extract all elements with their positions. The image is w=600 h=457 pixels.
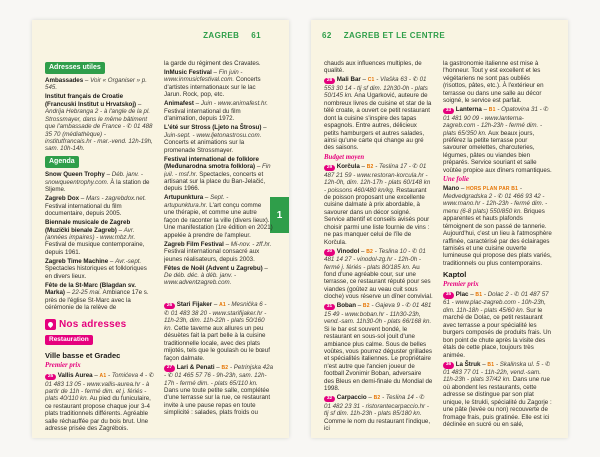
event-name: Fête de la St-Marc (Blagdan sv. Marka) (45, 281, 137, 297)
map-number-badge: 31 (324, 304, 335, 311)
map-ref: B1 (475, 291, 483, 298)
separator: – (470, 290, 474, 298)
event-name: Artupunktura (164, 194, 204, 202)
nos-adresses-header (45, 319, 154, 331)
location-pin-icon (45, 319, 56, 330)
running-head-right (322, 31, 445, 40)
event-description: Concerts et animations sur la promenade Strossmayer. (164, 139, 245, 154)
map-number-badge: 33 (443, 108, 454, 115)
separator: – (225, 240, 230, 248)
restaurant-name: Boban (336, 302, 356, 310)
map-ref: HORS PLAN PAR B1 (466, 186, 519, 193)
restaurant-details: - Medvedgradska 2 - ✆ 01 466 93 42 - www.mano.hr - 12h-23h - fermé dim. - menu (6-8 plats) 550/850 kn. (443, 185, 548, 215)
address-name: Institut français de Croatie (Francuski Institut u Hrvatskoj) (45, 93, 137, 108)
restaurant-name: Carpaccio (336, 394, 367, 402)
restaurant-name: Vinodol (336, 247, 360, 255)
map-number-badge: 29 (324, 165, 335, 172)
restaurant-details: - Mesnička 6 - ✆ 01 483 38 20 - www.starifijaker.hr - 11h-23h, dim. 11h-22h - plats 50/160 kn. (164, 301, 267, 332)
column-1 (324, 60, 433, 452)
map-number-badge: 27 (164, 365, 175, 372)
restaurant-name: Mali Bar (336, 76, 361, 84)
restaurant-details: - Opatovina 31 - ✆ 01 481 90 09 - www.lanterna-zagreb.com - 12h-23h - fermé dim. - plats 65/350 kn. (443, 106, 549, 137)
separator: – (482, 360, 486, 368)
column-1 (45, 60, 154, 452)
address-item (45, 93, 154, 153)
page-left (32, 20, 289, 438)
continuation-paragraph: chauds aux influences multiples, de qualité. (324, 60, 422, 75)
map-ref: B2 (373, 395, 381, 402)
address-details: Andrija Hebranga 2 - à l'angle de la pl. Strossmayer, dans le même bâtiment que l'ambassade de France - ✆ 01 488 35 70 (médiathèque) - institutfrancais.hr - mar.-vend. 12h-19h, sam. 10h-14h. (45, 108, 153, 153)
event-description: L'art conçu comme une thérapie, et comme une autre façon de raconter la ville (divers lieux). Une manifestation (1re édition en 2021) appelée à prendre de l'ampleur. (164, 201, 273, 239)
separator: – (213, 69, 217, 77)
event-details: Fin juil. - msf.hr. (164, 163, 271, 178)
restaurant-description: Aux beaux jours, préférez la petite terrasse pour savourer omelettes, charcuteries, légumes, pâtes ou viandes bien préparés. Service souriant et salle voûtée propice aux dîners romantiques. (443, 129, 552, 174)
page-right (311, 20, 568, 438)
event-details: Mi-nov. - zff.hr. (230, 240, 272, 248)
event-details: Avr. (années impaires) - www.mbz.hr. (45, 226, 136, 242)
event-name: Zagreb Dox (45, 195, 80, 203)
restaurant-description: Au fond d'une agréable cour, sur une terrasse, ce restaurant réputé pour ses viandes (goûtez au veau cuit sous cloche) vous réserve un dîner convivial. (324, 263, 433, 301)
map-ref: B1 (487, 361, 495, 368)
address-name: Ambassades (45, 76, 84, 84)
separator: – (84, 76, 89, 84)
separator: – (368, 394, 372, 402)
section-header-agenda: Agenda (45, 156, 79, 168)
event-details: Mars - zagrebdox.net. (85, 195, 147, 203)
continuation-paragraph: la gastronomie italienne est mise à l'honneur. Tout y est excellent et les végétariens ne sont pas oubliés (risottos, pâtes, etc.). À l'extérieur en terrasse ou dans une salle au décor soigné, le service est parfait. (443, 60, 544, 105)
agenda-item (45, 195, 154, 217)
event-description: Concerts d'artistes internationaux sur le lac Jarun. Rock, pop, etc. (164, 76, 261, 99)
restaurant-description: Restaurant de poisson proposant une excellente cuisine dalmate à prix abordable, à savourer dans un décor soigné. Service attentif et conseils avisés pour choisir parmi une liste fournie de vins : ne pas manquer celui de l'île de Korčula. (324, 186, 430, 246)
event-details: De déb. déc. à déb. janv. - www.adventzagreb.com. (164, 271, 237, 287)
map-number-badge: 25 (45, 374, 56, 381)
restaurant-entry (443, 106, 552, 174)
map-number-badge: 32 (324, 396, 335, 403)
restaurant-name: Mano (443, 185, 460, 193)
column-2 (443, 60, 552, 452)
event-description: Festival international du film documentaire, depuis 2005. (45, 202, 122, 218)
restaurant-name: La Štruk (455, 360, 481, 368)
separator: – (94, 372, 98, 380)
price-category-label: Budget moyen (324, 153, 365, 161)
restaurant-entry (443, 361, 552, 429)
separator: – (204, 194, 209, 202)
event-details: Juin - www.animafest.hr. (200, 100, 269, 108)
event-details: Juin-sept. - www.ljetonastrosu.com. (164, 131, 262, 139)
event-name: Zagreb Film Festival (164, 240, 224, 248)
restaurant-name: Plac (455, 290, 469, 298)
separator: – (109, 257, 114, 265)
column-spacer (164, 288, 273, 301)
event-details: Avr.-sept. (115, 257, 142, 265)
running-head-left (203, 31, 261, 40)
map-number-badge: 36 (443, 362, 454, 369)
restaurant-description: Si le bar est souvent bondé, le restaurant en sous-sol jouit d'une ambiance plus calme. Sous de belles voûtes, vous pourrez déguster grillades et spécialités italiennes. Le propriétaire n'est autre que l'ancien joueur de football Zvonimir Boban, adversaire des Bleus en demi-finale du Mondial de 1998. (324, 325, 433, 393)
restaurant-entry (45, 372, 154, 433)
agenda-item (164, 156, 273, 193)
agenda-item (45, 258, 154, 280)
restaurant-description: Cette taverne aux allures un peu désuètes fait la part belle à la cuisine traditionnelle locale, avec des plats mijotés, tels que le goulash ou le bœuf façon dalmate. (164, 324, 270, 362)
event-description: Festival international consacré aux jeunes réalisateurs, depuis 2003. (164, 248, 260, 263)
separator: – (362, 76, 366, 84)
map-ref: B2 (366, 248, 374, 255)
agenda-item (164, 100, 273, 122)
restaurant-name: Stari Fijaker (176, 301, 213, 309)
map-number-badge: 35 (443, 292, 454, 299)
text-columns-left (45, 60, 273, 452)
page-number: 61 (251, 31, 261, 40)
map-ref: B2 (362, 303, 370, 310)
map-number-badge: 26 (164, 303, 175, 310)
restaurant-entry (324, 248, 433, 301)
restaurant-details: - Teslina 10 - ✆ 01 481 14 27 - vinodol-zg.hr - 12h-0h - fermé j. fériés - plats 80/185 kn. (324, 247, 426, 271)
event-details: Fin juin - www.inmusicfestival.com. (164, 69, 243, 84)
restaurant-name: Lari & Penati (176, 363, 215, 371)
chapter-tab: 1 (270, 197, 289, 233)
section-header-adresses-utiles: Adresses utiles (45, 62, 105, 74)
restaurant-description: Briques apparentes et hauts plafonds témoignent de son passé de tannerie. Aujourd'hui, c'est un lieu à l'atmosphère raffinée, caractérisé par des éclairages tamisés et une cuisine ouverte lumineuse qui propose des plats variés, traditionnels ou plus contemporains. (443, 207, 552, 267)
separator: – (361, 247, 365, 255)
agenda-item (164, 124, 273, 154)
address-details: Voir « Organiser » p. 545. (45, 76, 147, 92)
restaurant-details: - Dolac 2 - ✆ 01 487 57 61 - www.plac-zagreb.com - 10h-23h, dim. 11h-18h - plats 45/60 kn. (443, 290, 549, 314)
separator: – (361, 163, 365, 171)
event-name: Animafest (164, 100, 194, 108)
address-item (45, 77, 154, 92)
separator: – (460, 185, 465, 193)
event-name: L'été sur Stross (Ljeto na Štrosu) (164, 124, 262, 132)
event-name: Zagreb Time Machine (45, 257, 109, 265)
event-details: Sept. - artupunktura.hr. (164, 194, 229, 209)
separator: – (483, 106, 488, 114)
restaurant-description: Au pied du funiculaire, ce restaurant propose chaque jour 3-4 plats traditionnels différents. Agréable salle réchauffée par du bois brut. Une adresse prisée des Zagrébois. (45, 395, 151, 433)
event-description: Spectacles historiques et folkloriques en divers lieux. (45, 265, 147, 280)
agenda-item (164, 241, 273, 263)
price-category-label: Premier prix (443, 281, 479, 289)
restaurant-details: - Petrinjska 42a - ✆ 01 465 57 76 - 9h-23h, sam. 12h-17h - fermé dim. - plats 65/110 kn. (164, 363, 273, 387)
event-description: Spectacles, concerts et artisanat sur la place du Ban-Jelačić, depuis 1966. (164, 170, 266, 193)
event-description: À la station de Sljeme. (45, 178, 150, 194)
restaurant-entry (443, 185, 552, 267)
restaurant-description: Dans une toute petite salle, complétée d'une terrasse sur la rue, ce restaurant invite à une pause repas en toute simplicité : salades, plats froids ou (164, 386, 271, 417)
map-ref: C1 (367, 77, 375, 84)
event-description: Festival de musique contemporaine, depuis 1961. (45, 241, 145, 256)
restaurant-name: Vallis Aurea (57, 372, 93, 380)
map-number-badge: 28 (324, 78, 335, 85)
restaurant-description: Sur le marché de Dolac, ce petit restaurant avec terrasse a pour spécialité les burgers composés de produits frais. Un bon point de chute après la visite des étals de cette place, toujours très animée. (443, 306, 551, 359)
event-details: 22-25 mai. (71, 289, 102, 297)
continuation-paragraph: la garde du régiment des Cravates. (164, 60, 261, 67)
restaurant-entry (324, 394, 433, 432)
map-ref: A1 (99, 373, 107, 380)
area-heading: Ville basse et Gradec (45, 351, 121, 361)
separator: – (263, 124, 267, 132)
restaurant-details: - Teslina 14 - ✆ 01 482 23 31 - ristorantecarpaccio.hr - tlj sf dim. 11h-23h - plats 85/180 kn. (324, 394, 429, 418)
text-columns-right (324, 60, 552, 452)
agenda-item (45, 171, 154, 193)
restaurant-entry (324, 76, 433, 151)
agenda-item (45, 282, 154, 312)
restaurant-details: - Vlaška 63 - ✆ 01 553 30 14 - tlj sf dim. 12h30-0h - plats 50/145 kn. (324, 76, 428, 100)
restaurant-entry (324, 163, 433, 246)
event-name: InMusic Festival (164, 69, 212, 77)
column-2 (164, 60, 273, 452)
separator: – (256, 163, 261, 171)
restaurant-details: - Teslina 17 - ✆ 01 487 21 59 - www.restoran-korcula.hr - 12h-0h, dim. 12h-17h - plats 60/148 kn - poissons 460/480 kn/kg. (324, 163, 431, 194)
separator: – (66, 289, 71, 297)
separator: – (106, 171, 111, 179)
separator: – (216, 363, 220, 371)
separator: – (213, 301, 218, 309)
event-name: Fêtes de Noël (Advent u Zagrebu) (164, 264, 263, 272)
event-description: Ambiance 17e s. près de l'église St-Marc avec la cérémonie de la relève de (45, 289, 149, 312)
separator: – (137, 100, 142, 108)
event-name: Snow Queen Trophy (45, 171, 105, 179)
event-name: Biennale musicale de Zagreb (Muzički bienale Zagreb) (45, 219, 131, 234)
map-ref: B2 (366, 164, 374, 171)
restaurant-details: - Tomićeva 4 - ✆ 01 483 13 05 - www.vallis-aurea.hr - à partir de 11h - fermé dim. et j. fériés - plats 40/110 kn. (45, 372, 154, 403)
event-description: Festival international du film d'animation, depuis 1972. (164, 107, 241, 123)
separator: – (195, 100, 200, 108)
restaurant-entry (443, 291, 552, 359)
nos-adresses-title: Nos adresses (59, 318, 127, 330)
map-number-badge: 30 (324, 249, 335, 256)
separator: – (357, 302, 362, 310)
agenda-item (164, 69, 273, 99)
separator: – (80, 195, 85, 203)
price-category-label: Premier prix (45, 362, 81, 370)
restaurant-description: Dans une rue où abondent les restaurants, cette adresse se distingue par son plat unique, le štrukli, spécialité du Zagorje : une pâte (levée ou non) recouverte de fromage frais, puis gratinée. Elle est ici déclinée en sucré ou en salé, (443, 376, 552, 429)
page-title: ZAGREB ET LE CENTRE (343, 31, 446, 40)
restaurant-entry (324, 302, 433, 392)
agenda-item (164, 265, 273, 287)
restaurant-name: Lanterna (455, 106, 482, 114)
agenda-item (164, 194, 273, 239)
event-name: Festival international de folklore (Međunarodna smotra folklora) (164, 155, 259, 171)
restaurant-entry (164, 364, 273, 417)
restaurant-description: Ana Ugarković, auteure de nombreux livres de cuisine et star de la télé croate, a ouvert ce petit restaurant dont la cuisine s'inspire des tapas espagnols. Entre autres, délicieux petits hamburgers et autres salades, ainsi qu'une carte qui change au gré des saisons. (324, 92, 432, 152)
map-ref: B1 (488, 107, 496, 114)
area-heading: Kaptol (443, 270, 467, 280)
event-details: Déb. janv. - snowqueentrophy.com. (45, 171, 143, 186)
page-title: ZAGREB (203, 31, 240, 40)
separator: – (264, 264, 268, 272)
restaurant-name: Korčula (336, 163, 360, 171)
price-category-label: Une folie (443, 175, 469, 183)
agenda-item (45, 219, 154, 256)
map-ref: B2 (221, 364, 229, 371)
page-number: 62 (322, 31, 332, 40)
separator: – (118, 226, 123, 234)
restauration-label: Restauration (45, 335, 93, 346)
restaurant-entry (164, 301, 273, 362)
restaurant-details: - Gajeva 9 - ✆ 01 481 15 49 - www.boban.hr - 11h30-23h, vend.-sam. 11h30-0h - plats 66/168 kn. (324, 302, 432, 326)
map-ref: A1 (219, 302, 226, 309)
restaurant-details: - Skalinska ul. 5 - ✆ 01 483 77 01 - 11h-22h, vend.-sam. 11h-23h - plats 37/42 kn. (443, 360, 551, 384)
restaurant-description: Comme le nom du restaurant l'indique, ici (324, 417, 431, 433)
